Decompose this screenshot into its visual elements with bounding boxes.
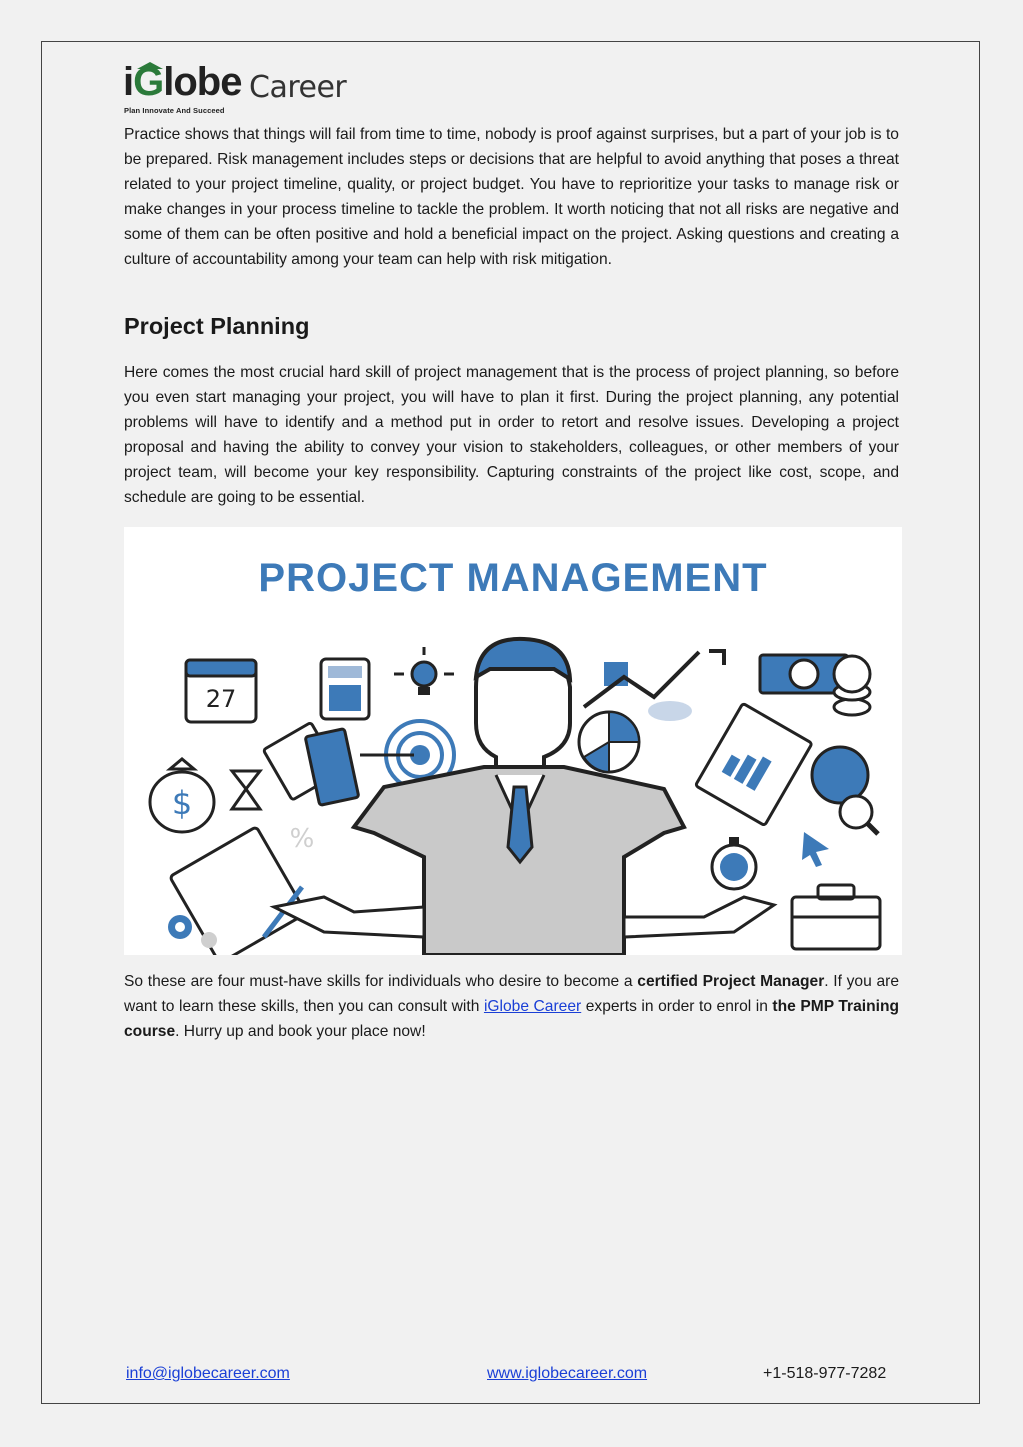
document-pen-icon [170, 827, 307, 955]
iglobe-career-link[interactable]: iGlobe Career [483, 997, 582, 1015]
money-stack-icon [760, 655, 870, 715]
hourglass-icon [232, 771, 260, 809]
footer-email-link[interactable]: info@iglobecareer.com [126, 1365, 290, 1382]
cursor-icon [802, 832, 829, 867]
illustration-title: PROJECT MANAGEMENT [258, 556, 768, 600]
closing-paragraph [124, 970, 899, 1045]
globe-search-icon [812, 747, 878, 834]
footer-phone: +1-518-977-7282 [763, 1365, 887, 1382]
calendar-day: 27 [205, 685, 237, 713]
closing-text-1: So these are four must-have skills for individuals who desire to become a [124, 973, 638, 990]
logo-word: Career [249, 70, 347, 105]
pie-chart-icon [579, 712, 639, 772]
logo-mark [123, 60, 241, 105]
lightbulb-icon [394, 647, 454, 695]
calculator-icon [321, 659, 369, 719]
closing-bold-2: the PMP Training course [124, 997, 900, 1040]
closing-bold-1: certified Project Manager [637, 973, 825, 990]
stopwatch-icon [712, 837, 756, 889]
report-document-icon [695, 703, 812, 825]
cloud-icon [648, 701, 692, 721]
section-heading: Project Planning [124, 313, 310, 339]
trend-arrowhead [709, 651, 724, 665]
money-bills-icon [263, 722, 359, 805]
closing-text-2: . If you are want to learn these skills, then you can consult with [124, 973, 899, 1015]
briefcase-icon [792, 885, 880, 949]
closing-text-3: experts in order to enrol in [581, 997, 773, 1015]
illustration-svg [124, 527, 902, 955]
calendar-icon [186, 660, 256, 722]
logo-lobe: lobe [163, 60, 242, 104]
logo-g: G [133, 60, 164, 104]
money-bag-symbol: $ [171, 784, 193, 822]
closing-text-4: . Hurry up and book your place now! [175, 1022, 426, 1040]
percent-icon: % [289, 824, 315, 854]
logo-i: i [123, 60, 134, 104]
project-management-illustration [124, 527, 902, 955]
footer-website-link[interactable]: www.iglobecareer.com [487, 1365, 648, 1382]
planning-paragraph: Here comes the most crucial hard skill of project management that is the process of project planning, so before you even start managing your project, you will have to plan it first. During the project planning, any potential problems will have to identify and a method put in order to retort and resolve issues. Developing a project proposal and having the ability to convey your vision to stakeholders, colleagues, or other members of your project team, will become your key responsibility. Capturing constraints of the project like cost, scope, and schedule are going to be essential. [124, 364, 899, 506]
iglobe-career-logo [123, 60, 363, 118]
money-bag-icon [150, 759, 214, 832]
trend-arrow-icon [584, 652, 699, 707]
risk-paragraph: Practice shows that things will fail from time to time, nobody is proof against surprises, but a part of your job is to be prepared. Risk management includes steps or decisions that are helpful to avoid anything that poses a threat related to your project timeline, quality, or project budget. You have to reprioritize your tasks to manage risk or make changes in your process timeline to tackle the problem. It worth noticing that not all risks are negative and some of them can be often positive and hold a beneficial impact on the project. Asking questions and creating a culture of accountability among your team can help with risk mitigation. [124, 126, 899, 268]
logo-tagline: Plan Innovate And Succeed [124, 106, 225, 115]
